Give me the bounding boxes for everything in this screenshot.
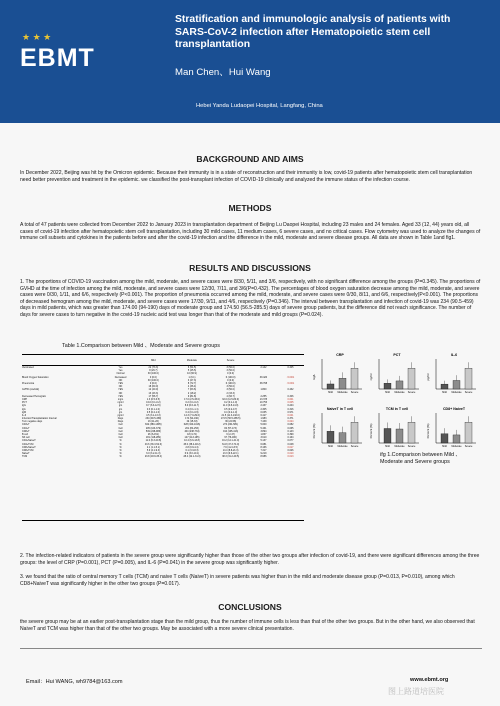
table-cell: 3 (50.0): [226, 366, 235, 370]
table-cell: 6 (2-47): [226, 433, 235, 437]
table-cell: 4 (36.4): [187, 385, 197, 389]
table-cell: 30 (100.0): [147, 372, 159, 376]
footer-divider: [20, 648, 482, 649]
table-cell: CD4+TCM: [22, 442, 34, 446]
table-cell: 10 (90.9): [187, 372, 197, 376]
table-cell: Cell: [118, 436, 123, 440]
table-cell: 0.2 (0.1-0.2): [185, 401, 199, 405]
table-cell: IgA: [22, 407, 26, 411]
panel-bar: [441, 434, 448, 443]
panel-ylabel: mg/L: [312, 373, 316, 381]
table-cell: 9 (81.8): [187, 394, 197, 398]
panel-ylabel: Percent (%): [426, 423, 430, 439]
table-cell: 5.137: [260, 439, 267, 443]
panel-bar: [384, 428, 391, 443]
table-cell: 0.041: [287, 413, 294, 417]
panel-bar: [339, 378, 346, 389]
table-cell: 0.5 (0.2-1.0): [146, 410, 160, 414]
table-cell: B cell: [22, 433, 28, 437]
table-cell: TCM: [22, 455, 28, 459]
panel-bar: [351, 368, 358, 389]
panel-ylabel: pg/ml: [426, 373, 430, 381]
results-text-3: 3. we found that the ratio of central memory T cells (TCM) and naive T cells (NaiveT) in severe patients was higher than in the mild and moderate disease group (P=0.013, P=0.010), among which CD8+NaiveT was significantly higher in the other two groups (P=0.017).: [20, 574, 455, 587]
table-cell: 8.166: [260, 445, 267, 449]
panel-xlabel: Severe: [464, 445, 473, 448]
table-cell: 7.317: [260, 448, 267, 452]
figure-1: [312, 351, 480, 453]
table-cell: 842 (380-1395): [145, 423, 162, 427]
table-cell: 6.081: [260, 442, 267, 446]
table-cell: 0 (0.0): [227, 372, 235, 376]
table-header-cell: Mild: [151, 358, 156, 362]
table-cell: 30 (100.0): [147, 378, 159, 382]
authors: Man Chen、Hui Wang: [175, 67, 271, 78]
table-cell: 0.345: [287, 366, 294, 370]
table-cell: Days: [117, 420, 124, 424]
table-cell: IgM: [22, 410, 26, 414]
table-cell: 205 (103-379): [145, 426, 161, 430]
table-cell: 97 (76-180): [224, 436, 237, 440]
logo-text: EBMT: [20, 44, 95, 72]
table-cell: 13.725: [259, 397, 268, 401]
logo-stars-icon: ★ ★ ★: [22, 32, 52, 42]
table-cell: 6.9 (3.0-10.1): [184, 452, 200, 456]
table-cell: g/L: [118, 407, 123, 411]
table-cell: <0.001: [286, 375, 295, 379]
table-cell: NaiveT: [22, 452, 30, 456]
panel-bar: [465, 368, 472, 389]
table-cell: 1.3 (0.5-6.5): [146, 397, 160, 401]
table-cell: Yes: [118, 369, 123, 373]
table-cell: 6 (100.0): [225, 375, 236, 379]
table-cell: 7.439: [260, 420, 267, 424]
panel-xlabel: Moderate: [451, 391, 462, 394]
table-cell: 1 (9.1): [188, 375, 196, 379]
table-cell: 19 (15-33): [186, 420, 198, 424]
table-cell: 38.3 (31.2-49.5): [222, 455, 240, 459]
table-header-cell: Severe: [226, 358, 235, 362]
table-cell: 0.024: [287, 420, 294, 424]
table-cell: Decreased: [114, 375, 127, 379]
panel-xlabel: Severe: [350, 445, 359, 448]
table-cell: 32.0 (11.5-80.0): [222, 397, 240, 401]
table-header-row: [22, 355, 304, 366]
panel-title: TCM in T cell: [385, 407, 409, 411]
table-cell: mg/L: [117, 397, 124, 401]
table-cell: NO: [118, 385, 123, 389]
panel-bar: [441, 384, 448, 389]
table-cell: 0.4 (0.2-1.0): [224, 410, 238, 414]
panel-xlabel: Severe: [407, 445, 416, 448]
table-cell: 2.437: [260, 404, 267, 408]
table-cell: YES: [118, 382, 123, 386]
table-cell: 174.5 (56.5-285.5): [220, 417, 241, 421]
table-cell: YES: [118, 394, 123, 398]
table-cell: 0.010: [287, 452, 294, 456]
table-cell: 10.4 (6.6-13.8): [184, 439, 200, 443]
table-cell: 1.983: [260, 417, 267, 421]
table-cell: 3.610: [260, 436, 267, 440]
panel-bar: [408, 368, 415, 389]
table-cell: 0.3 (0.1-1.0): [146, 407, 160, 411]
table-cell: 0.035: [260, 410, 267, 414]
table-cell: 2.8 (0.9-4.4): [185, 445, 199, 449]
panel-xlabel: Severe: [464, 391, 473, 394]
table-cell: Cell: [118, 429, 123, 433]
table-cell: PCT: [22, 401, 27, 405]
table-cell: 0.143: [287, 429, 294, 433]
table-cell: 2.255: [260, 394, 267, 398]
table-cell: 0.164: [287, 436, 294, 440]
table-cell: 16.2 (14.1-41.0): [222, 439, 240, 443]
table-cell: 0.048: [287, 442, 294, 446]
panel-bar: [453, 380, 460, 389]
table-cell: g/L: [118, 410, 123, 414]
results-text-2: 2. The infection-related indicators of patients in the severe group were significantly higher than those of the other two groups after infection of covid-19, and there were significant differences among the three groups: the level of CRP (P=0.001), PCT (P=0.005), and IL-6 (P=0.041) in the severe group was significantly higher.: [20, 553, 480, 566]
table-cell: 45.0 (38.4-48.2): [183, 442, 201, 446]
table-cell: 0.244: [287, 404, 294, 408]
panel-title: PCT: [393, 353, 401, 357]
table-cell: 404 (238-734): [184, 429, 200, 433]
table-cell: 5 (45.5): [187, 369, 197, 373]
table-cell: 13 (43.3): [148, 391, 159, 395]
table-cell: 201 (84-253): [185, 426, 199, 430]
table-cell: 12 (40.0): [148, 388, 159, 392]
table-cell: 18 (60.0): [148, 385, 159, 389]
table-cell: %: [119, 452, 122, 456]
table-cell: 0 (0.0): [149, 375, 157, 379]
panel-bar: [453, 435, 460, 443]
panel-xlabel: Moderate: [337, 391, 348, 394]
table-cell: 0 (0.0): [227, 378, 235, 382]
table-cell: 11.0 (6.8-14.0): [222, 404, 239, 408]
table-cell: 0.10 (0.1-0.2): [146, 401, 161, 405]
table-cell: 2 (33.3): [226, 391, 235, 395]
table-header-cell: Moderate: [186, 358, 198, 362]
table-cell: Normal: [116, 372, 125, 376]
table-cell: Yes: [118, 366, 123, 370]
panel-xlabel: Mild: [442, 391, 447, 394]
methods-title: METHODS: [228, 203, 272, 213]
table-cell: 274 (201-581): [223, 423, 239, 427]
table-cell: CD8+NaiveT: [22, 445, 36, 449]
background-title: BACKGROUND AND AIMS: [196, 154, 304, 164]
table-cell: NK cell: [22, 436, 30, 440]
panel-xlabel: Mild: [328, 391, 333, 394]
table-cell: 3 (50.0): [226, 385, 235, 389]
panel-bar: [396, 429, 403, 443]
table-cell: 3 (27.3): [187, 378, 197, 382]
table-cell: 17.0 (2.5-33.0): [184, 397, 200, 401]
panel-xlabel: Mild: [442, 445, 447, 448]
panel-ylabel: ng/ml: [369, 373, 373, 381]
table-cell: pg/ml: [117, 413, 124, 417]
table-cell: %: [119, 455, 122, 459]
table-cell: 10.753: [259, 401, 268, 405]
table-cell: Turn negative days: [22, 420, 43, 424]
table-cell: CD4+T: [22, 426, 30, 430]
table-cell: 0.017: [287, 445, 294, 449]
table-cell: g/L: [118, 404, 123, 408]
panel-bar: [384, 383, 391, 389]
affiliation: Hebei Yanda Ludaopei Hospital, Langfang, China: [196, 103, 323, 109]
table-row: [22, 455, 304, 458]
table-cell: 0.082: [287, 423, 294, 427]
table-cell: 3 (50.0): [226, 388, 235, 392]
table-cell: 14.3 (7.0-29.6): [184, 413, 200, 417]
panel-xlabel: Mild: [385, 445, 390, 448]
table-cell: 22 (73.3): [148, 366, 159, 370]
table-cell: 7.6 (4.2-13.5): [223, 445, 238, 449]
table-cell: 0.005: [287, 401, 294, 405]
table-cell: 0.4 (0.1-1.1): [185, 407, 199, 411]
table-cell: CD3+T: [22, 423, 30, 427]
panel-xlabel: Moderate: [394, 445, 405, 448]
figure-panel: [426, 405, 478, 451]
panel-bar: [327, 384, 334, 389]
table-cell: Infection/Transplantation Interval: [22, 417, 57, 421]
table-cell: 13.3 (9.6-22.1): [222, 452, 239, 456]
panel-bar: [396, 381, 403, 389]
table-cell: %: [119, 445, 122, 449]
table-cell: 0.065: [287, 426, 294, 430]
table-cell: 8.9 (6.6-11.7): [184, 404, 200, 408]
panel-xlabel: Severe: [350, 391, 359, 394]
poster-header: [0, 0, 500, 123]
results-title: RESULTS AND DISCUSSIONS: [189, 263, 311, 273]
table-cell: IgG: [22, 404, 26, 408]
panel-bar: [465, 422, 472, 443]
table-cell: NO: [118, 391, 123, 395]
panel-title: CRP: [336, 353, 344, 357]
table-cell: Vaccinated: [22, 366, 34, 370]
table-cell: 17 (56.7): [148, 394, 159, 398]
table-cell: Blood Oxygen Saturation: [22, 375, 49, 379]
table-cell: 549 (228-986): [145, 429, 161, 433]
conclusions-title: CONCLUSIONS: [218, 602, 282, 612]
table-cell: 0.077: [287, 439, 294, 443]
table-cell: 0.971: [287, 410, 294, 414]
table-cell: 5.461: [260, 426, 267, 430]
table-cell: CD4+NaiveT: [22, 439, 36, 443]
table-cell: %: [119, 439, 122, 443]
table-cell: NO: [118, 378, 123, 382]
table-cell: 1.837: [260, 433, 267, 437]
table-cell: 28.4 (22.1-31.0): [183, 455, 201, 459]
table-cell: 6 (100.0): [225, 382, 236, 386]
table-cell: 194 (105-413): [223, 429, 239, 433]
watermark-text: 图上路道培医院: [388, 687, 444, 696]
table-cell: 2.1 (1.1-5.1): [146, 445, 160, 449]
table-cell: 4 (66.7): [226, 394, 235, 398]
table-cell: 21.5 (11.3-132.0): [221, 413, 240, 417]
table-cell: 0.001: [287, 397, 294, 401]
table-cell: 18 (3-72): [187, 433, 197, 437]
panel-ylabel: Percent (%): [369, 423, 373, 439]
table-cell: 8.686: [260, 455, 267, 459]
table-cell: Pneumonia: [22, 382, 35, 386]
table-cell: 38.768: [259, 382, 268, 386]
table-cell: 0.4 (0.1-0.9): [185, 410, 199, 414]
table-cell: 9.219: [260, 452, 267, 456]
figure-panel: [312, 405, 364, 451]
table-cell: 4.5 (3.1-13.3): [146, 413, 161, 417]
panel-bar: [327, 431, 334, 443]
table-cell: 26 (6-151): [147, 433, 159, 437]
table-cell: 61.8 (47.3-74.0): [222, 442, 240, 446]
table-cell: %: [119, 442, 122, 446]
table-cell: 628 (340-1016): [183, 423, 201, 427]
table-cell: 174 (94-190): [185, 417, 199, 421]
table-cell: 6.417: [260, 413, 267, 417]
table-cell: 147 (113-195): [184, 436, 200, 440]
table-cell: 36 (24-58): [225, 420, 237, 424]
background-text: In December 2022, Beijing was hit by the Omicron epidemic. Because their immunity is in a state of reconstruction and their immunity is low, covid-19 patients after hematopoietic stem cell transplantation need better prevention and treatment in the epidemic. we classified the post-transplant infection of COVID-19 clinically and analyzed the immune status of the infection course.: [20, 170, 473, 183]
panel-xlabel: Moderate: [337, 445, 348, 448]
table-cell: 2.305: [260, 407, 267, 411]
table-cell: CD8+TCM: [22, 448, 34, 452]
panel-title: NaiveT in T cell: [326, 407, 354, 411]
table-cell: 0.026: [287, 448, 294, 452]
table-cell: 11.0 (6.3-20.8): [145, 439, 162, 443]
panel-bar: [339, 433, 346, 443]
ebmt-logo: [20, 32, 130, 72]
table-cell: 0.346: [287, 394, 294, 398]
table-cell: 0.5 (0.2-0.7): [224, 407, 238, 411]
website-link[interactable]: www.ebmt.org: [410, 677, 449, 683]
contact-email: Email：Hui WANG, wh9784@163.com: [26, 679, 123, 685]
table-cell: 0 (0.0): [149, 382, 157, 386]
results-text-1: 1. The proportions of COVID-19 vaccination among the mild, moderate, and severe cases were 8/30, 5/11, and 3/6, respectively, with no significant difference among the groups (P=0.345). The proportions of GVHD at the time of infection among the mild, moderate, and severe cases were 12/30, 7/11, and 3/6(P=0.432). The percentages of blood oxygen saturation decrease among the mild, moderate, and severe cases were 0/30, 1/11, and 6/6, respectively (P<0.001). The proportion of pneumonia occurred among the mild, moderate, and severe cases were 0/30, 8/11, and 6/6, respectively(P<0.001). The proportions of decreased hemogram among the mild, moderate, and severe cases were 17/30, 9/11, and 4/6, respectively (P=0.346). The interval between transplantation and infection of covid-19 was 234 (90.5-459) days in mild patients, which was greater than 174.00 (94-190) days of moderate group and 174.50 (56.5-285.5) days of severe group patients, but the difference did not reach significance. The number of days for severe cases to turn negative in the covid-19 nucleic acid test was longer than that of the moderate and mild groups (P=0.024).: [20, 279, 481, 318]
panel-xlabel: Severe: [407, 391, 416, 394]
results-table: [22, 354, 304, 521]
table-cell: ng/ml: [117, 401, 124, 405]
figure-panel: [369, 351, 421, 397]
table-cell: Cell: [118, 423, 123, 427]
table-cell: 2.142: [260, 366, 267, 370]
table-cell: Decreased Hemogram: [22, 394, 47, 398]
table-cell: 0.371: [287, 417, 294, 421]
figure-panel: [312, 351, 364, 397]
panel-ylabel: Percent (%): [312, 423, 316, 439]
table-cell: 5.000: [260, 423, 267, 427]
panel-title: IL-6: [450, 353, 458, 357]
table-cell: Cell: [118, 433, 123, 437]
table-cell: 0.316: [287, 407, 294, 411]
table-cell: CRP: [22, 397, 28, 401]
table-cell: 0.432: [287, 388, 294, 392]
table-cell: Cell: [118, 426, 123, 430]
table-cell: %: [119, 448, 122, 452]
table-cell: 3.894: [260, 429, 267, 433]
methods-text: A total of 47 patients were collected from December 2022 to January 2023 in transplantation department of Beijing Lu Daopei Hospital, including 23 males and 24 females. Aged 33 (12, 44) years old, all cases of covid-19 infection after hematopoietic stem cell transplantation, including 30 mild cases, 11 medium cases, 6 severe cases, and no critical cases. Flow cytometry was used to analyze the changes of immune cell subsets and cytokines in the patients before and after the covid-19 infection and the difference in the mild, moderate and severe disease groups. All data are shown in Table 1and fig1.: [20, 222, 481, 241]
table-cell: 9.7 (6.3-12.5): [146, 404, 161, 408]
figure-panel: [426, 351, 478, 397]
table-cell: YES: [118, 388, 123, 392]
panel-bar: [351, 422, 358, 443]
table-cell: 7 (63.6): [187, 388, 197, 392]
table-cell: CD8+T: [22, 429, 30, 433]
table-cell: 1.800: [260, 388, 267, 392]
panel-bar: [408, 422, 415, 443]
table-cell: 0.2 (0.1-1.0): [224, 401, 238, 405]
table-cell: 6.0 (3.2-11.3): [146, 452, 161, 456]
table-cell: GVHD (onefold): [22, 388, 40, 392]
poster-title: Stratification and immunologic analysis of patients with SARS-CoV-2 infection after Hematopoietic stem cell transplantation: [175, 14, 451, 51]
conclusions-text: the severe group may be at an earlier post-transplantation stage than the mild group, thus the number of immune cells is less than that of the other two groups. But in the other hand, we also observed that NaiveT and TCM was higher than that of the other two groups. May be associated with a more severe clinical presentation.: [20, 619, 475, 632]
table-cell: 0.013: [287, 455, 294, 459]
table-cell: <0.001: [286, 382, 295, 386]
panel-xlabel: Moderate: [394, 391, 405, 394]
table-cell: 6.1 (3.3-8.3): [185, 448, 199, 452]
table-cell: IL-6: [22, 413, 27, 417]
table-cell: 5.9 (4.1-9.3): [146, 448, 160, 452]
table-cell: 43.6 (36.3-52.6): [144, 442, 162, 446]
table-cell: 84 (57-173): [224, 426, 237, 430]
figure-panel: [369, 405, 421, 451]
table-cell: 14.4 (8.8-21.3): [222, 448, 239, 452]
table-cell: 2 (18.2): [187, 391, 197, 395]
table-cell: 8 (26.7): [149, 369, 158, 373]
table-cell: 23.8 (18.9-35.4): [144, 455, 162, 459]
table-cell: Days: [117, 417, 124, 421]
table-cell: 0.399: [287, 433, 294, 437]
table-cell: 8 (72.7): [187, 382, 197, 386]
table-cell: 16 (11-26): [147, 420, 159, 424]
panel-xlabel: Moderate: [451, 445, 462, 448]
table-cell: 234 (90.5-459): [145, 417, 162, 421]
panel-xlabel: Mild: [385, 391, 390, 394]
panel-title: CD8+ NaiveT: [442, 407, 466, 411]
table-cell: 3 (50.0): [226, 369, 235, 373]
table-cell: 181 (118-289): [145, 436, 161, 440]
table-cell: 39.420: [259, 375, 268, 379]
table-caption: Table 1.Comparison between Mild 、Moderate and Severe groups: [62, 343, 220, 349]
table-cell: 6 (54.5): [187, 366, 197, 370]
figure-caption: ifg 1.Comparison between Mild 、Moderate and Severe groups: [380, 452, 461, 465]
panel-xlabel: Mild: [328, 445, 333, 448]
